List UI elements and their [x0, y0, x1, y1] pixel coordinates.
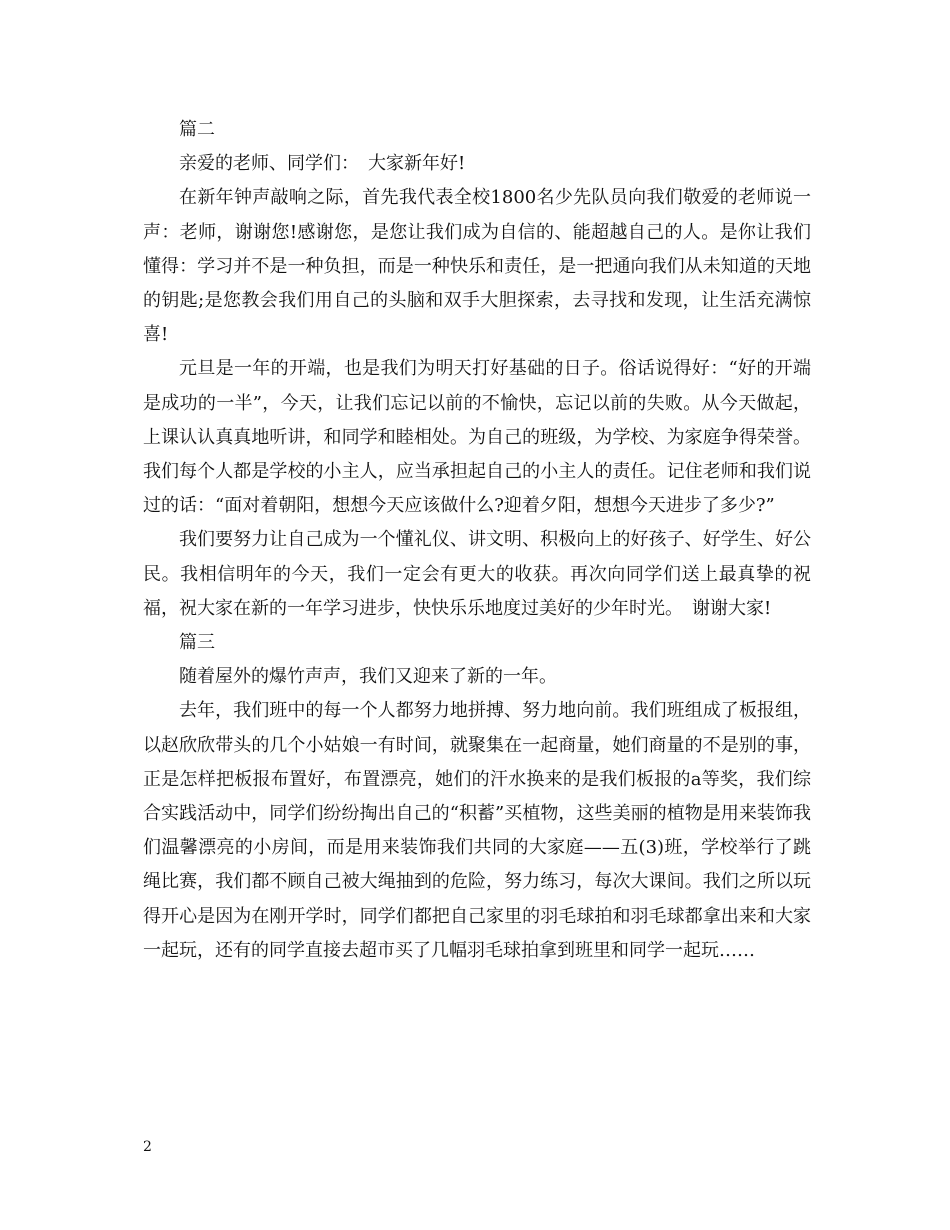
- body-paragraph: 我们要努力让自己成为一个懂礼仪、讲文明、积极向上的好孩子、好学生、好公民。我相信明年的今天，我们一定会有更大的收获。再次向同学们送上最真挚的祝福，祝大家在新的一年学习进步，快快乐乐地度过美好的少年时光。 谢谢大家!: [143, 529, 811, 619]
- body-paragraph: 元旦是一年的开端，也是我们为明天打好基础的日子。俗话说得好：“好的开端是成功的一半”，今天，让我们忘记以前的不愉快，忘记以前的失败。从今天做起，上课认认真真地听讲，和同学和睦相处。为自己的班级，为学校、为家庭争得荣誉。我们每个人都是学校的小主人，应当承担起自己的小主人的责任。记住老师和我们说过的话：“面对着朝阳，想想今天应该做什么?迎着夕阳，想想今天进步了多少?”: [143, 358, 811, 517]
- greeting-paragraph: 亲爱的老师、同学们： 大家新年好!: [179, 153, 466, 175]
- page-number: 2: [143, 1139, 152, 1155]
- body-paragraph: 去年，我们班中的每一个人都努力地拼搏、努力地向前。我们班组成了板报组，以赵欣欣带头的几个小姑娘一有时间，就聚集在一起商量，她们商量的不是别的事，正是怎样把板报布置好，布置漂亮，她们的汗水换来的是我们板报的a等奖，我们综合实践活动中，同学们纷纷掏出自己的“积蓄”买植物，这些美丽的植物是用来装饰我们温馨漂亮的小房间，而是用来装饰我们共同的大家庭——五(3)班，学校举行了跳绳比赛，我们都不顾自己被大绳抽到的危险，努力练习，每次大课间。我们之所以玩得开心是因为在刚开学时，同学们都把自己家里的羽毛球拍和羽毛球都拿出来和大家一起玩，还有的同学直接去超市买了几幅羽毛球拍拿到班里和同学一起玩……: [143, 700, 811, 961]
- section-heading-pian-san: 篇三: [179, 632, 215, 654]
- section-heading-pian-er: 篇二: [179, 119, 215, 140]
- document-body: [143, 113, 811, 968]
- body-paragraph: 在新年钟声敲响之际，首先我代表全校1800名少先队员向我们敬爱的老师说一声：老师，谢谢您!感谢您，是您让我们成为自信的、能超越自己的人。是你让我们懂得：学习并不是一种负担，而是一种快乐和责任，是一把通向我们从未知道的天地的钥匙;是您教会我们用自己的头脑和双手大胆探索，去寻找和发现，让生活充满惊喜!: [143, 187, 811, 346]
- body-paragraph: 随着屋外的爆竹声声，我们又迎来了新的一年。: [179, 666, 557, 688]
